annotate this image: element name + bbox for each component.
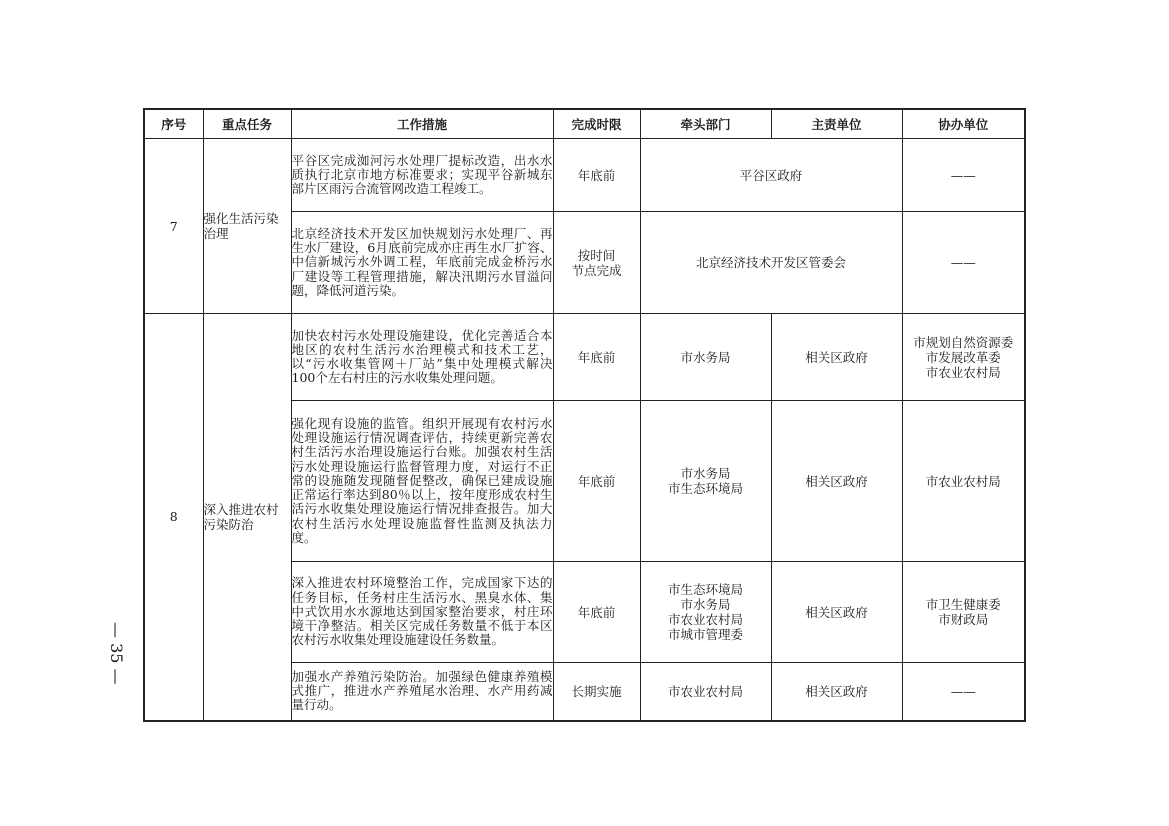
- row-assist: ——: [902, 212, 1025, 314]
- row-main: 相关区政府: [771, 663, 902, 721]
- assist-line: 市农业农村局: [925, 364, 1001, 380]
- table-row: [144, 314, 1025, 401]
- row-main: 相关区政府: [771, 562, 902, 663]
- page-number: — 35 —: [107, 621, 126, 685]
- lead-line: 市城市管理委: [667, 627, 743, 642]
- assist-line: ——: [950, 683, 976, 699]
- row-deadline: 长期实施: [553, 663, 640, 721]
- row-measure: 强化现有设施的监管。组织开展现有农村污水处理设施运行情况调查评估，持续更新完善农村生活污水治理设施运行台账。加强农村生活污水处理设施运行监督管理力度，对运行不正常的设施随发现随督促整改，确保已建成设施正常运行率达到80％以上，按年度形成农村生活污水收集处理设施运行情况排查报告。加大农村生活污水处理设施监督性监测及执法力度。: [291, 401, 553, 562]
- row-lead: [640, 562, 771, 663]
- row-seq: 7: [144, 139, 203, 314]
- row-lead: [640, 314, 771, 401]
- row-lead: [640, 401, 771, 562]
- lead-line: 市农业农村局: [667, 683, 743, 699]
- row-deadline: 年底前: [553, 401, 640, 562]
- lead-line: 市水务局: [680, 466, 731, 481]
- lead-line: 市生态环境局: [667, 582, 743, 597]
- header-assist-unit: 协办单位: [902, 109, 1025, 139]
- assist-line: 市农业农村局: [925, 473, 1001, 489]
- header-row: [144, 109, 1025, 139]
- lead-line: 市水务局: [680, 597, 731, 612]
- task-table: [143, 108, 1026, 722]
- assist-line: 市发展改革委: [925, 349, 1001, 365]
- lead-line: 市水务局: [680, 349, 731, 365]
- header-seq: 序号: [144, 109, 203, 139]
- table-row: [144, 139, 1025, 212]
- assist-line: 市规划自然资源委: [913, 334, 1014, 350]
- deadline-line: 节点完成: [571, 262, 622, 278]
- row-main: 相关区政府: [771, 314, 902, 401]
- row-deadline: [553, 212, 640, 314]
- assist-line: 市财政局: [938, 612, 989, 627]
- row-measure: 深入推进农村环境整治工作，完成国家下达的任务目标，任务村庄生活污水、黑臭水体、集中式饮用水水源地达到国家整治要求，村庄环境干净整洁。相关区完成任务数量不低于本区农村污水收集处理设施建设任务数量。: [291, 562, 553, 663]
- header-measure: 工作措施: [291, 109, 553, 139]
- assist-line: 市卫生健康委: [925, 597, 1001, 612]
- row-deadline: 年底前: [553, 562, 640, 663]
- row-measure: 加快农村污水处理设施建设，优化完善适合本地区的农村生活污水治理模式和技术工艺，以“污水收集管网＋厂站”集中处理模式解决100个左右村庄的污水收集处理问题。: [291, 314, 553, 401]
- header-main-unit: 主责单位: [771, 109, 902, 139]
- row-deadline: 年底前: [553, 314, 640, 401]
- row-measure: 加强水产养殖污染防治。加强绿色健康养殖模式推广，推进水产养殖尾水治理、水产用药减量行动。: [291, 663, 553, 721]
- row-assist: [902, 663, 1025, 721]
- header-lead-dept: 牵头部门: [640, 109, 771, 139]
- lead-line: 市农业农村局: [667, 612, 743, 627]
- row-main: 相关区政府: [771, 401, 902, 562]
- row-task: 深入推进农村污染防治: [203, 314, 291, 721]
- row-assist: [902, 314, 1025, 401]
- row-lead-merged: 平谷区政府: [640, 139, 902, 212]
- header-deadline: 完成时限: [553, 109, 640, 139]
- row-seq: 8: [144, 314, 203, 721]
- row-measure: 北京经济技术开发区加快规划污水处理厂、再生水厂建设，6月底前完成亦庄再生水厂扩容、中信新城污水外调工程，年底前完成金桥污水厂建设等工程管理措施，解决汛期污水冒溢问题，降低河道污染。: [291, 212, 553, 314]
- deadline-line: 按时间: [577, 247, 616, 263]
- row-assist: ——: [902, 139, 1025, 212]
- lead-line: 市生态环境局: [667, 481, 743, 496]
- header-task: 重点任务: [203, 109, 291, 139]
- row-lead-merged: 北京经济技术开发区管委会: [640, 212, 902, 314]
- row-task: 强化生活污染治理: [203, 139, 291, 314]
- row-lead: [640, 663, 771, 721]
- row-assist: [902, 562, 1025, 663]
- row-assist: [902, 401, 1025, 562]
- row-deadline: 年底前: [553, 139, 640, 212]
- row-measure: 平谷区完成洳河污水处理厂提标改造，出水水质执行北京市地方标准要求；实现平谷新城东部片区雨污合流管网改造工程竣工。: [291, 139, 553, 212]
